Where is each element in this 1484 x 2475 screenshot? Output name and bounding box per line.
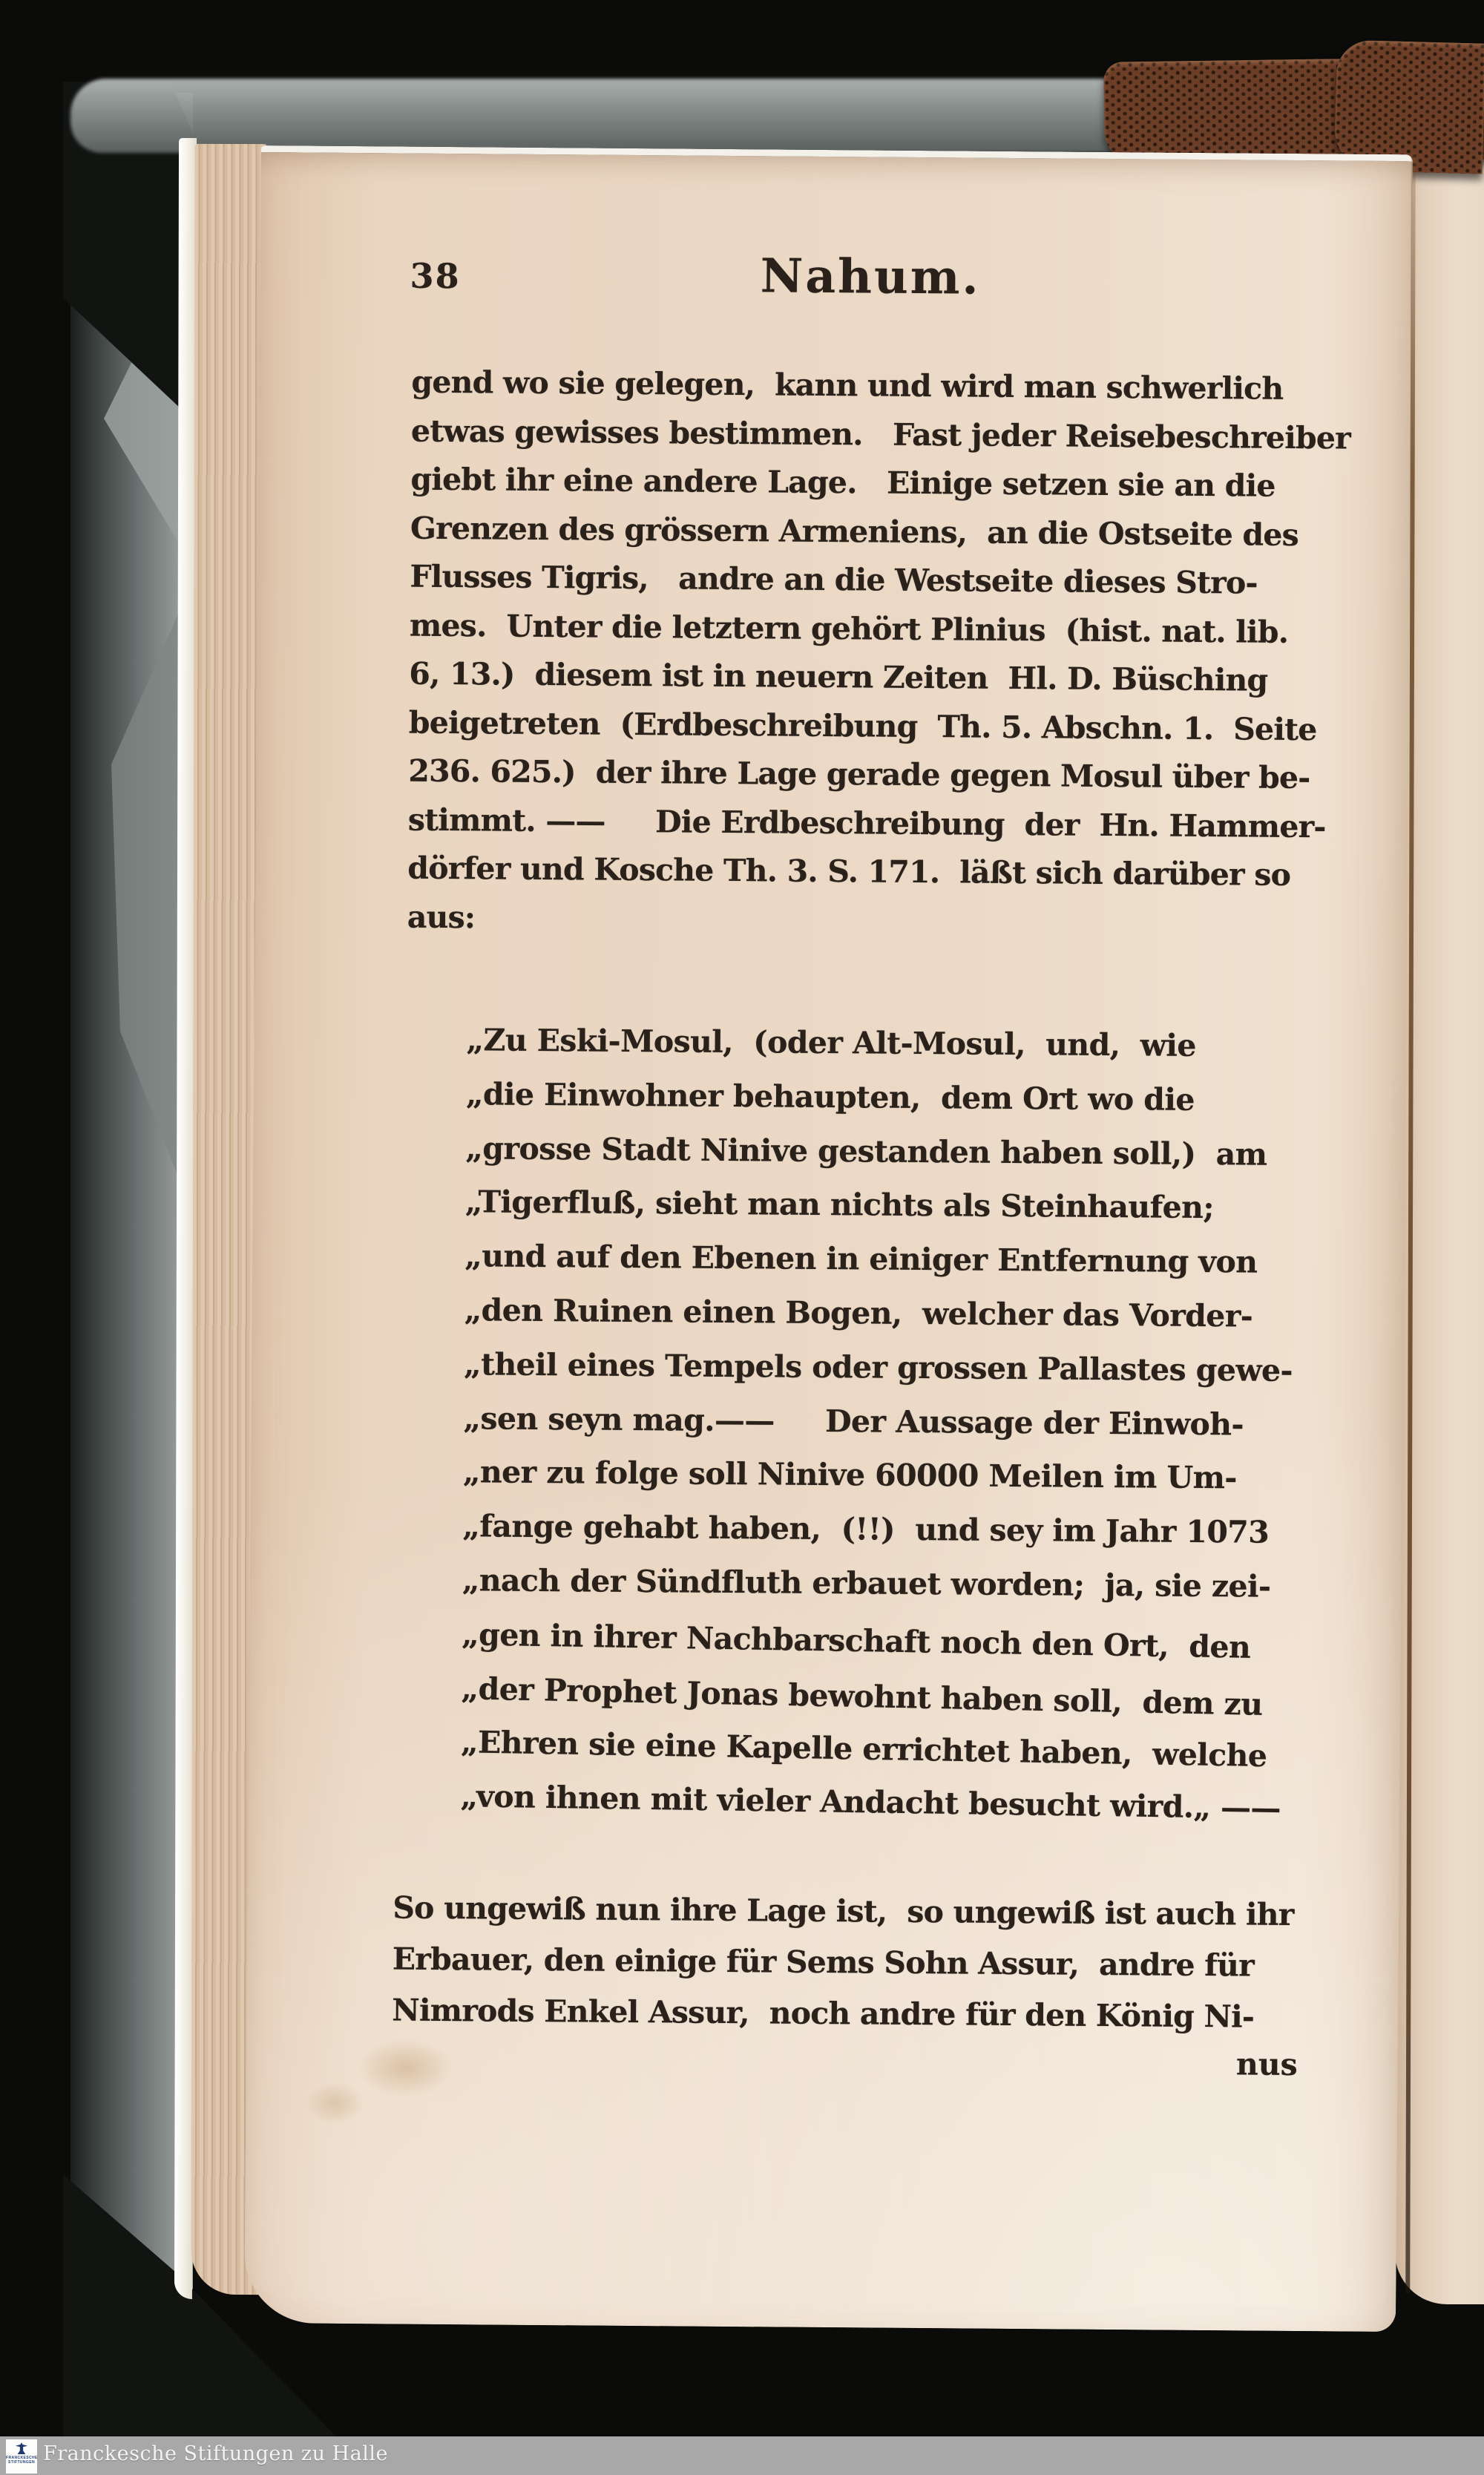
institution-label: Franckesche Stiftungen zu Halle	[43, 2442, 388, 2465]
quote-line: „und auf den Ebenen in einiger Entfernung von	[464, 1238, 1258, 1280]
quote-line: „den Ruinen einen Bogen, welcher das Vorder-	[464, 1292, 1253, 1334]
quote-line: „Ehren sie eine Kapelle errichtet haben, welche	[460, 1724, 1267, 1774]
quote-line: „die Einwohner behaupten, dem Ort wo die	[465, 1076, 1195, 1118]
catchword: nus	[1235, 2046, 1298, 2083]
quote-line: „theil eines Tempels oder grossen Pallastes gewe-	[463, 1345, 1293, 1389]
text-line: Grenzen des grössern Armeniens, an die Ostseite des	[410, 510, 1299, 553]
quote-line: „fange gehabt haben, (!!) und sey im Jahr 1073	[462, 1508, 1270, 1550]
page-number: 38	[410, 255, 461, 297]
text-line: Nimrods Enkel Assur, noch andre für den König Ni-	[392, 1992, 1255, 2035]
text-line: dörfer und Kosche Th. 3. S. 171. läßt sich darüber so	[407, 850, 1291, 893]
text-line: gend wo sie gelegen, kann und wird man schwerlich	[411, 364, 1284, 407]
quote-line: „Zu Eski-Mosul, (oder Alt-Mosul, und, wie	[466, 1022, 1197, 1063]
text-line: etwas gewisses bestimmen. Fast jeder Reisebeschreiber	[410, 413, 1351, 456]
quote-line: „ner zu folge soll Ninive 60000 Meilen im Um-	[462, 1454, 1238, 1496]
book-page	[244, 145, 1413, 2332]
logo-emblem-icon	[15, 2442, 28, 2454]
running-header: Nahum.	[760, 248, 981, 305]
quote-line: „von ihnen mit vieler Andacht besucht wird.„ ——	[460, 1778, 1281, 1826]
text-line: giebt ihr eine andere Lage. Einige setzen sie an die	[410, 461, 1275, 504]
institution-logo	[6, 2439, 37, 2474]
paper-stain	[357, 2038, 454, 2098]
text-line: beigetreten (Erdbeschreibung Th. 5. Abschn. 1. Seite	[408, 704, 1317, 747]
quote-line: „der Prophet Jonas bewohnt haben soll, dem zu	[461, 1670, 1263, 1722]
logo-text: FRANCKESCHE	[6, 2456, 38, 2460]
text-line: stimmt. —— Die Erdbeschreibung der Hn. Hammer-	[407, 801, 1326, 845]
watermark-bar	[0, 2436, 1484, 2475]
text-line: So ungewiß nun ihre Lage ist, so ungewiß ist auch ihr	[393, 1889, 1294, 1933]
quote-line: „nach der Sündfluth erbauet worden; ja, sie zei-	[462, 1562, 1271, 1604]
logo-text: STIFTUNGEN	[8, 2460, 35, 2465]
closing-paragraph	[392, 1882, 1294, 2043]
text-line: Erbauer, den einige für Sems Sohn Assur, andre für	[392, 1941, 1255, 1984]
text-line: aus:	[407, 899, 476, 935]
quote-line: „Tigerfluß, sieht man nichts als Steinhaufen;	[464, 1184, 1215, 1226]
text-line: 6, 13.) diesem ist in neuern Zeiten Hl. D. Büsching	[409, 655, 1268, 698]
quote-line: „grosse Stadt Ninive gestanden haben soll,) am	[465, 1130, 1267, 1173]
quote-block	[460, 1013, 1295, 1830]
quote-line: „gen in ihrer Nachbarschaft noch den Ort, den	[461, 1616, 1251, 1665]
paper-stain	[305, 2082, 364, 2125]
quote-line: „sen seyn mag.—— Der Aussage der Einwoh-	[463, 1400, 1244, 1443]
body-paragraph	[407, 358, 1351, 949]
text-line: mes. Unter die letztern gehört Plinius (hist. nat. lib.	[409, 607, 1289, 650]
text-line: Flusses Tigris, andre an die Westseite dieses Stro-	[410, 558, 1258, 601]
text-line: 236. 625.) der ihre Lage gerade gegen Mosul über be-	[408, 753, 1310, 796]
page-top-edge-fuzz	[70, 79, 1135, 153]
